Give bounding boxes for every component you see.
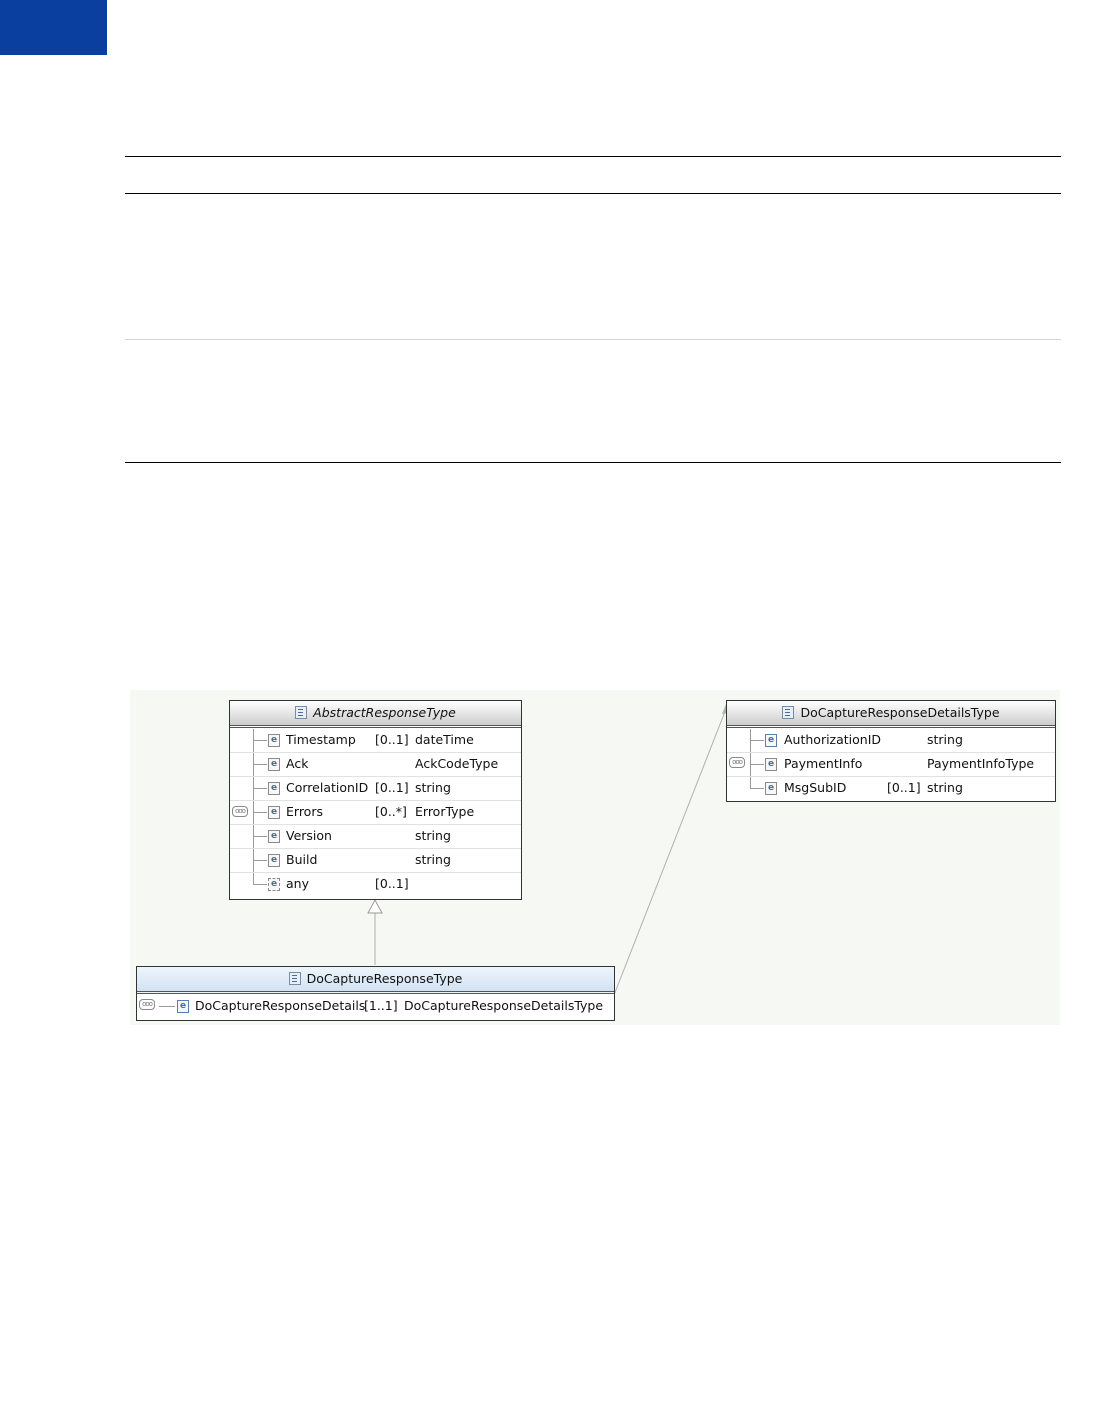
element-name: Build	[286, 852, 318, 867]
details-type-header	[727, 701, 1055, 728]
element-icon: e	[268, 734, 280, 747]
element-icon: e	[268, 854, 280, 867]
element-name: Ack	[286, 756, 309, 771]
element-name: AuthorizationID	[784, 732, 882, 747]
details-type-title: DoCaptureResponseDetailsType	[800, 705, 1000, 720]
sequence-compositor-icon[interactable]: ooo	[232, 806, 248, 817]
element-name: Errors	[286, 804, 323, 819]
element-row-errors[interactable]	[230, 800, 521, 825]
tree-branch	[253, 884, 267, 885]
abstract-response-type-box[interactable]	[229, 700, 522, 900]
element-type: ErrorType	[415, 804, 475, 819]
element-type: AckCodeType	[415, 756, 499, 771]
element-cardinality: [0..1]	[887, 780, 921, 795]
element-type: string	[927, 732, 963, 747]
tree-branch	[253, 740, 267, 741]
element-name: any	[286, 876, 309, 891]
schema-diagram-canvas	[130, 690, 1060, 1025]
element-type: PaymentInfoType	[927, 756, 1035, 771]
element-icon: e	[765, 782, 777, 795]
element-icon: e	[268, 806, 280, 819]
element-row-build[interactable]	[230, 848, 521, 873]
brand-corner-block	[0, 0, 107, 55]
table-bottom-rule	[125, 462, 1061, 463]
element-row-ack[interactable]	[230, 752, 521, 777]
element-name: DoCaptureResponseDetails	[195, 998, 366, 1013]
element-type: string	[415, 780, 451, 795]
element-type: dateTime	[415, 732, 474, 747]
tree-branch	[750, 764, 764, 765]
docapture-response-type-box[interactable]	[136, 966, 615, 1021]
element-icon: e	[765, 734, 777, 747]
element-row-correlationid[interactable]	[230, 776, 521, 801]
docapture-response-details-type-box[interactable]	[726, 700, 1056, 802]
element-cardinality: [0..*]	[375, 804, 407, 819]
element-type: DoCaptureResponseDetailsType	[404, 998, 604, 1013]
element-row-paymentinfo[interactable]	[727, 752, 1055, 777]
tree-branch	[159, 1006, 175, 1007]
element-name: PaymentInfo	[784, 756, 863, 771]
response-type-title: DoCaptureResponseType	[306, 971, 463, 986]
complex-type-icon	[295, 706, 307, 719]
element-cardinality: [0..1]	[375, 780, 409, 795]
tree-branch	[253, 788, 267, 789]
element-type: string	[927, 780, 963, 795]
tree-branch	[253, 764, 267, 765]
sequence-compositor-icon[interactable]: ooo	[139, 999, 155, 1010]
element-icon: e	[765, 758, 777, 771]
tree-branch	[253, 836, 267, 837]
element-type: string	[415, 828, 451, 843]
element-type: string	[415, 852, 451, 867]
element-icon: e	[268, 782, 280, 795]
abstract-response-type-header	[230, 701, 521, 728]
element-name: CorrelationID	[286, 780, 369, 795]
any-element-icon: e	[268, 878, 280, 891]
tree-branch	[253, 812, 267, 813]
table-top-rule	[125, 156, 1061, 157]
element-cardinality: [0..1]	[375, 876, 409, 891]
sequence-compositor-icon[interactable]: ooo	[729, 757, 745, 768]
element-name: Version	[286, 828, 332, 843]
element-name: MsgSubID	[784, 780, 847, 795]
table-row-divider	[125, 339, 1061, 340]
element-icon: e	[268, 830, 280, 843]
tree-branch	[750, 740, 764, 741]
element-row-timestamp[interactable]	[230, 728, 521, 753]
table-header-rule	[125, 193, 1061, 194]
element-cardinality: [1..1]	[364, 998, 398, 1013]
element-row-any[interactable]	[230, 872, 521, 896]
element-row-docaptureresponsedetails[interactable]	[137, 994, 614, 1018]
element-name: Timestamp	[286, 732, 356, 747]
element-row-authorizationid[interactable]	[727, 728, 1055, 753]
tree-branch	[750, 788, 764, 789]
complex-type-icon	[289, 972, 301, 985]
complex-type-icon	[782, 706, 794, 719]
abstract-response-type-title: AbstractResponseType	[313, 705, 456, 720]
element-icon: e	[268, 758, 280, 771]
element-icon: e	[177, 1000, 189, 1013]
tree-branch	[253, 860, 267, 861]
element-row-version[interactable]	[230, 824, 521, 849]
response-type-header	[137, 967, 614, 994]
element-row-msgsubid[interactable]	[727, 776, 1055, 800]
element-cardinality: [0..1]	[375, 732, 409, 747]
